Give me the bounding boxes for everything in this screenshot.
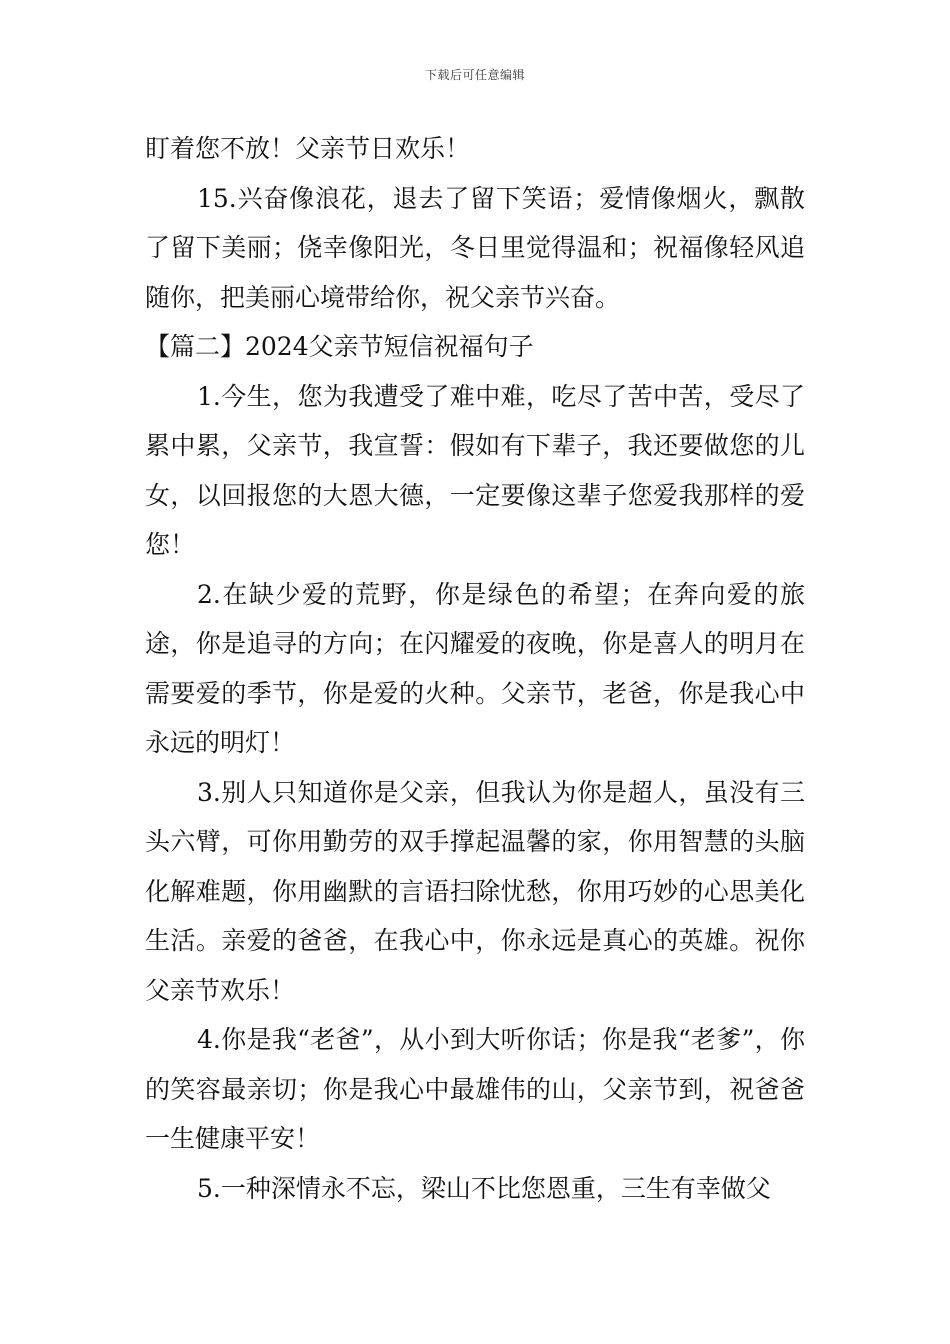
page-header-note: 下载后可任意编辑: [424, 68, 525, 82]
paragraph-item-15: 15.兴奋像浪花，退去了留下笑语；爱情像烟火，飘散了留下美丽；侥幸像阳光，冬日里觉得温和；祝福像轻风追随你，把美丽心境带给你，祝父亲节兴奋。: [145, 183, 805, 312]
paragraph-item-2: 2.在缺少爱的荒野，你是绿色的希望；在奔向爱的旅途，你是追寻的方向；在闪耀爱的夜晚，你是喜人的明月在需要爱的季节，你是爱的火种。父亲节，老爸，你是我心中永远的明灯！: [145, 579, 805, 757]
paragraph-item-4: 4.你是我“老爸”，从小到大听你话；你是我“老爹”，你的笑容最亲切；你是我心中最雄伟的山，父亲节到，祝爸爸一生健康平安！: [145, 1025, 805, 1153]
section-title: 【篇二】2024父亲节短信祝福句子: [145, 332, 534, 361]
paragraph-item-1: 1.今生，您为我遭受了难中难，吃尽了苦中苦，受尽了累中累，父亲节，我宣誓：假如有下辈子，我还要做您的儿女，以回报您的大恩大德，一定要像这辈子您爱我那样的爱您！: [145, 381, 805, 559]
paragraph-continuation: 盯着您不放！父亲节日欢乐！: [145, 134, 471, 163]
document-body: [145, 124, 805, 1213]
paragraph-item-3: 3.别人只知道你是父亲，但我认为你是超人，虽没有三头六臂，可你用勤劳的双手撑起温馨的家，你用智慧的头脑化解难题，你用幽默的言语扫除忧愁，你用巧妙的心思美化生活。亲爱的爸爸，在我心中，你永远是真心的英雄。祝你父亲节欢乐！: [145, 777, 805, 1005]
paragraph-item-5: 5.一种深情永不忘，梁山不比您恩重，三生有幸做父: [197, 1173, 771, 1203]
